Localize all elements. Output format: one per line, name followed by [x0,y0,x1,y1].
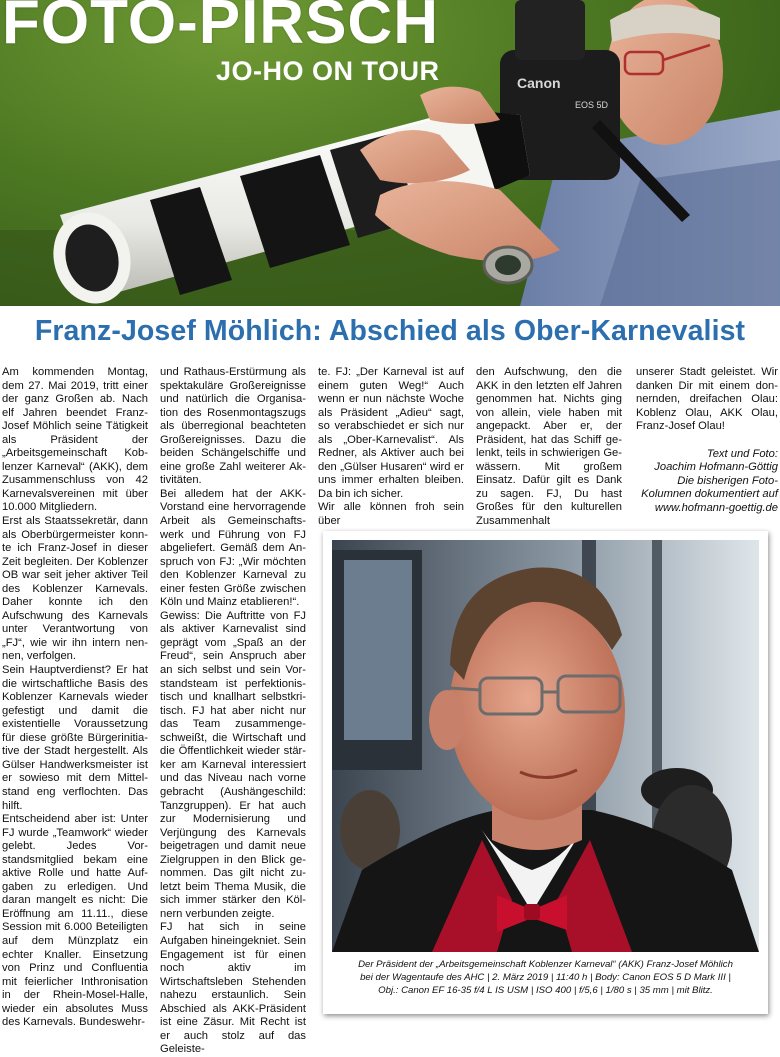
paragraph: Wir alle können froh sein über [318,501,464,528]
caption-line-1: Der Präsident der „Arbeitsgemeinschaft Koblenzer Karneval“ (AKK) Franz-Josef Möhlich [358,959,733,970]
camera-model: EOS 5D [575,100,609,110]
paragraph: Entscheidend aber ist: Unter FJ wurde „Teamwork“ wieder gelebt. Jedes Vorstandsmitglied bekam eine aktive Rolle und hatte Aufgaben zu erledigen. Und daran mangelt es nicht: Die Eröffnung am 11.11., diese Session mit 6.000 Beteiligten auf dem Münzplatz ein echter Knaller. Einsetzung von Prinz und Confluentia mit feierlicher Inthronisation in der Rhein-Mosel-Halle, wieder ein absolutes Muss des Karnevals. Bundeswehr- [2,813,148,1029]
credit-label: Text und Foto: [706,447,778,460]
camera-brand: Canon [517,75,561,91]
header-banner [0,0,780,306]
article-column-1 [2,366,148,1029]
author-credit [636,448,778,516]
paragraph: Gewiss: Die Auftritte von FJ als aktiver Karnevalist sind geprägt vom „Spaß an der Freud“, sein Anspruch aber an sich selbst und sein Vorstandsteam ist perfektionistisch und knallhart selbstkritisch. FJ hat aber nicht nur das Team zusammengeschweißt, die Wirtschaft und die Öffentlichkeit wieder stärker am Karneval interessiert und das Niveau nach vorne gebracht (Aushängeschild: Tanzgruppen). Er hat auch zur Modernisierung und Verjüngung des Karnevals beigetragen und damit neue Zielgruppen in den Blick genommen. Das gilt nicht zuletzt beim Thema Musik, die sich immer stärker den Kölnern verbunden zeigte. [160,609,306,920]
credit-note: Die bisherigen Foto-Kolumnen dokumentiert auf [641,474,778,501]
article-column-3 [318,366,464,528]
paragraph: Sein Hauptverdienst? Er hat die wirtschaftliche Basis des Koblenzer Karnevals wieder gefestigt und damit die existentielle Voraussetzung für diese größte Bürgerinitiative der Stadt hergestellt. Als Gülser Handwerksmeister ist er sowieso mit dem Mittelstand eng verflochten. Das hilft. [2,664,148,812]
article-column-2 [160,366,306,1056]
paragraph: FJ hat sich in seine Aufgaben hineingekniet. Sein Engagement ist für einen noch aktiv im Wirtschaftsleben Stehenden nahezu erstaunlich. Sein Abschied als AKK-Präsident ist eine Zäsur. Mit Recht ist er auch stolz auf das Geleiste- [160,921,306,1056]
caption-line-3: Obj.: Canon EF 16-35 f/4 L IS USM | ISO 400 | f/5,6 | 1/80 s | 35 mm | mit Blitz. [378,984,713,996]
paragraph: te. FJ: „Der Karneval ist auf einem guten Weg!“ Auch wenn er nun nächste Woche als Präsident „Adieu“ sagt, so verabschiedet er sich nur als „Ober-Karnevalist“. Als Redner, als Aktiver auch bei den „Gülser Husaren“ wird er uns immer erhalten bleiben. Da bin ich sicher. [318,366,464,500]
credit-author: Joachim Hofmann-Göttig [654,461,778,474]
credit-url: www.hofmann-goettig.de [654,501,778,514]
paragraph: unserer Stadt geleistet. Wir danken Dir mit einem donnernden, dreifachen Olau: Koblenz Olau, AKK Olau, Franz-Josef Olau! [636,366,778,433]
article-headline: Franz-Josef Möhlich: Abschied als Ober-Karnevalist [34,315,746,347]
banner-subtitle: JO-HO ON TOUR [216,56,440,86]
article-column-5 [636,366,778,516]
paragraph: Erst als Staatssekretär, dann als Oberbürgermeister konnte ich Franz-Josef in dieser Zeit begleiten. Der Koblenzer OB war seit jeher aktiver Teil des Koblenzer Karnevals. Daher konnte ich den Aufschwung des Karnevals unter Verantwortung von „FJ“, wie wir ihn intern nennen, verfolgen. [2,515,148,663]
caption-line-2: bei der Wagentaufe des AHC | 2. März 2019 | 11:40 h | Body: Canon EOS 5 D Mark III | [360,971,731,983]
paragraph: Bei alledem hat der AKK-Vorstand eine hervorragende Arbeit als Gemeinschaftswerk und Führung von FJ abgeliefert. Gemäß dem Anspruch von FJ: „Wir möchten den Koblenzer Karneval zu einer festen Größe zwischen Köln und Mainz etablieren!“. [160,487,306,609]
photo-caption [333,959,758,997]
paragraph: und Rathaus-Erstürmung als spektakuläre Großereignisse und natürlich die Organisation des Rosenmontagszugs als überregional beachteten Großereignisses. Dazu die beiden Schängelschiffe und eine große Zahl weiterer Aktivitäten. [160,366,306,487]
paragraph: den Aufschwung, den die AKK in den letzten elf Jahren genommen hat. Nichts ging von allein, viele haben mit angepackt. Aber er, der Präsident, hat das Schiff gelenkt, teils in schwierigen Gewässern. Mit großem Einsatz. Dafür gilt es Dank zu sagen. FJ, Du hast Großes für den kulturellen Zusammenhalt [476,366,622,528]
paragraph: Am kommenden Montag, dem 27. Mai 2019, tritt einer der ganz Großen ab. Nach elf Jahren beendet Franz-Josef Möhlich seine Tätigkeit als Präsident der „Arbeitsgemeinschaft Koblenzer Karneval“ (AKK), dem Zusammenschluss von 42 Karnevalsvereinen mit über 10.000 Mitgliedern. [2,366,148,514]
banner-title: FOTO-PIRSCH [2,0,439,57]
portrait-photo [332,540,759,952]
man-in-tuxedo-portrait [332,540,759,952]
portrait-photo-frame [323,531,768,1014]
article-column-4 [476,366,622,528]
